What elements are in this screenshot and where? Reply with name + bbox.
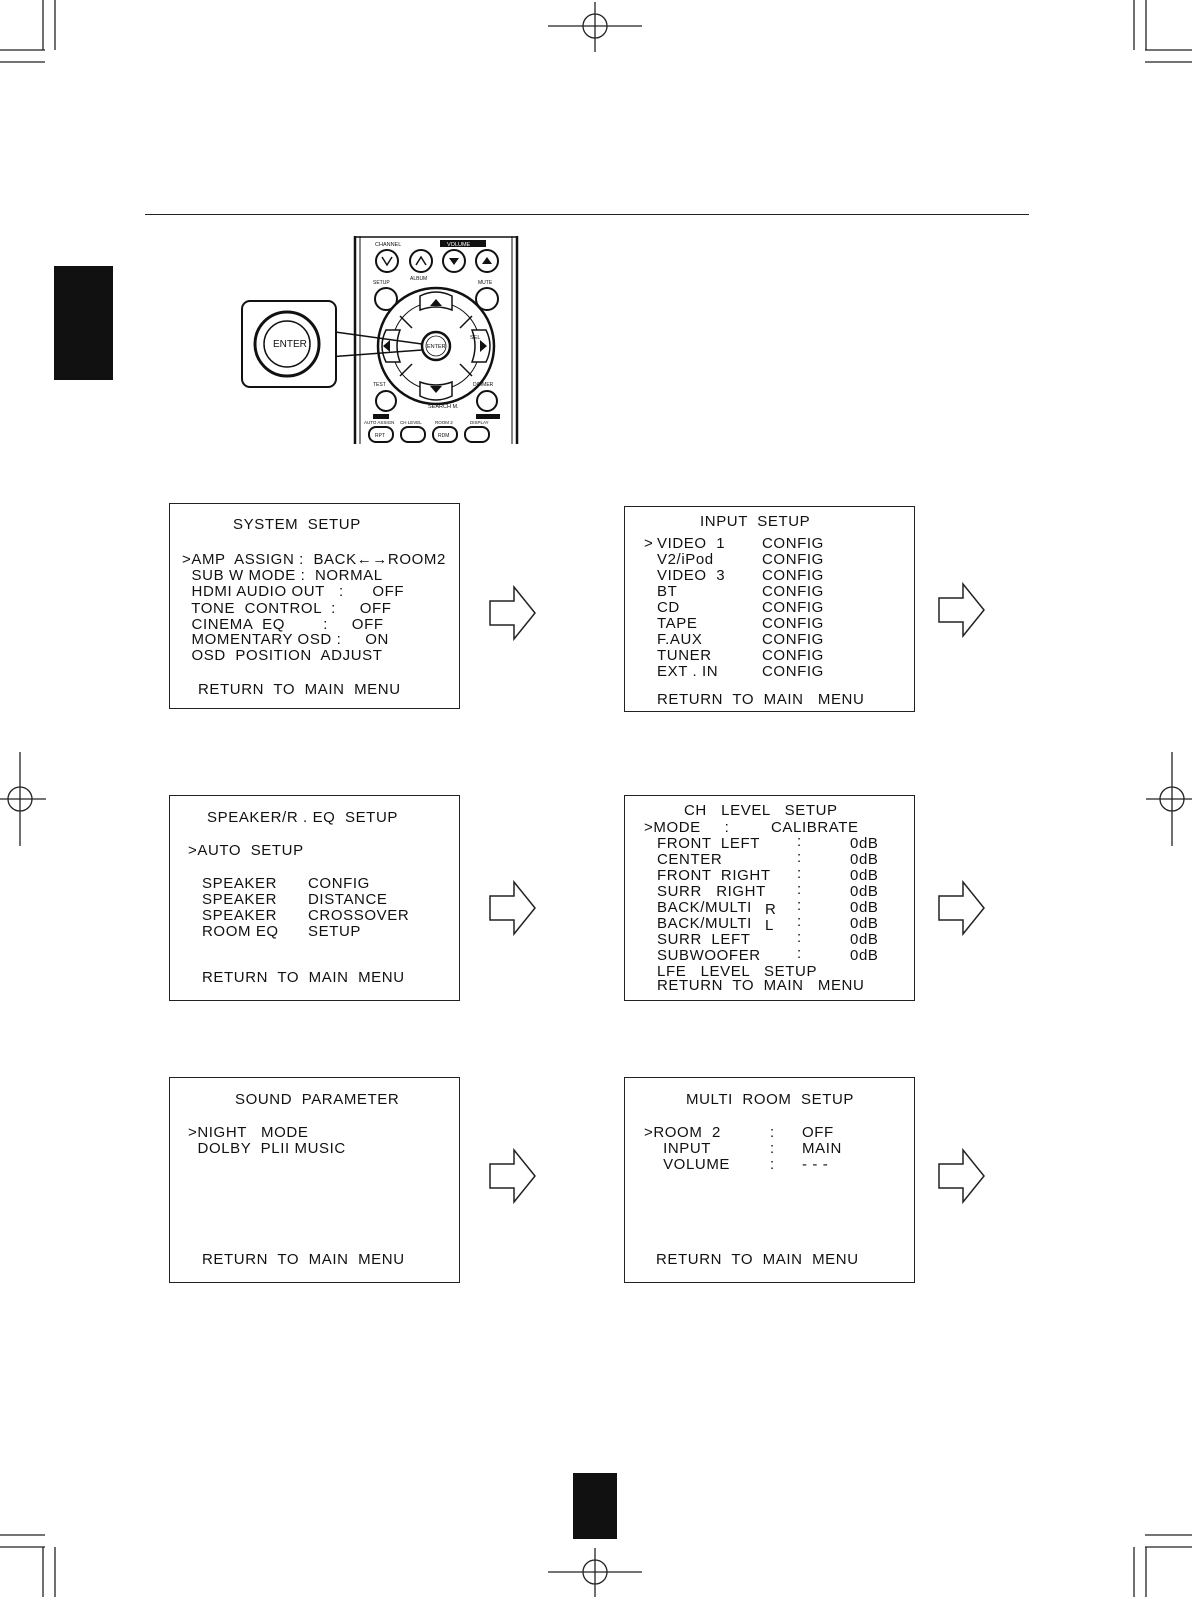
menu-item-amp-assign[interactable]: >AMP ASSIGN : BACK←→ROOM2	[182, 551, 446, 568]
volume-label: VOLUME	[447, 242, 471, 248]
channel-label[interactable]: CENTER	[657, 851, 723, 868]
mute-label: MUTE	[478, 280, 493, 286]
input-value: CONFIG	[762, 583, 824, 600]
display-button[interactable]	[465, 427, 489, 442]
rdm-label: RDM	[438, 433, 450, 439]
right-arrow-icon	[488, 585, 538, 641]
sel-label: SEL	[470, 335, 481, 341]
return-to-main-menu[interactable]: RETURN TO MAIN MENU	[657, 691, 865, 708]
menu-item-room2[interactable]: >ROOM 2	[644, 1124, 721, 1141]
channel-value: 0dB	[850, 947, 879, 964]
channel-label[interactable]: SURR LEFT	[657, 931, 751, 948]
input-item[interactable]: EXT . IN	[657, 663, 719, 680]
channel-value: 0dB	[850, 899, 879, 916]
album-label: ALBUM	[410, 276, 428, 282]
return-to-main-menu[interactable]: RETURN TO MAIN MENU	[202, 969, 405, 986]
dimmer-label: DIMMER	[473, 382, 494, 388]
channel-label[interactable]: SURR RIGHT	[657, 883, 766, 900]
input-item[interactable]: VIDEO 3	[657, 567, 726, 584]
screen-title: CH LEVEL SETUP	[684, 802, 838, 819]
menu-item-night-mode[interactable]: >NIGHT MODE	[188, 1124, 309, 1141]
right-arrow-icon	[937, 880, 987, 936]
channel-label[interactable]: FRONT RIGHT	[657, 867, 771, 884]
channel-colon: :	[797, 929, 802, 946]
screen-title: SYSTEM SETUP	[233, 516, 361, 533]
cursor: >	[644, 535, 654, 552]
channel-colon: :	[797, 865, 802, 882]
input-value: CONFIG	[762, 663, 824, 680]
input-item[interactable]: CD	[657, 599, 680, 616]
menu-item-osd-position[interactable]: OSD POSITION ADJUST	[182, 647, 383, 664]
input-item[interactable]: VIDEO 1	[657, 535, 726, 552]
menu-item-sub-w-mode[interactable]: SUB W MODE : NORMAL	[182, 567, 383, 584]
row-value: - - -	[802, 1156, 829, 1173]
input-value: CONFIG	[762, 551, 824, 568]
channel-colon: :	[797, 897, 802, 914]
menu-item-momentary-osd[interactable]: MOMENTARY OSD : ON	[182, 631, 389, 648]
row-colon: :	[770, 1156, 775, 1173]
menu-item-lfe-level[interactable]: LFE LEVEL SETUP	[657, 963, 818, 980]
menu-item-tone-control[interactable]: TONE CONTROL : OFF	[182, 600, 392, 617]
channel-colon: :	[797, 849, 802, 866]
right-arrow-icon	[488, 880, 538, 936]
channel-label[interactable]: BACK/MULTI	[657, 899, 752, 916]
input-item[interactable]: V2/iPod	[657, 551, 714, 568]
ch-level-button[interactable]	[401, 427, 425, 442]
row-colon: :	[770, 1124, 775, 1141]
input-item[interactable]: TUNER	[657, 647, 712, 664]
speaker-value: DISTANCE	[308, 891, 388, 908]
return-to-main-menu[interactable]: RETURN TO MAIN MENU	[198, 681, 401, 698]
right-arrow-icon	[937, 1148, 987, 1204]
svg-text:ENTER: ENTER	[427, 344, 446, 350]
input-value: CONFIG	[762, 535, 824, 552]
return-to-main-menu[interactable]: RETURN TO MAIN MENU	[657, 977, 865, 994]
channel-value: 0dB	[850, 851, 879, 868]
channel-value: 0dB	[850, 915, 879, 932]
menu-item-auto-setup[interactable]: >AUTO SETUP	[188, 842, 304, 859]
speaker-item[interactable]: ROOM EQ	[202, 923, 279, 940]
channel-down-button[interactable]	[376, 250, 398, 272]
room2-label: ROOM 2	[435, 420, 453, 425]
speaker-value: CONFIG	[308, 875, 370, 892]
screen-title: SPEAKER/R . EQ SETUP	[207, 809, 398, 826]
speaker-item[interactable]: SPEAKER	[202, 875, 278, 892]
return-to-main-menu[interactable]: RETURN TO MAIN MENU	[656, 1251, 859, 1268]
channel-value: 0dB	[850, 867, 879, 884]
test-label: TEST	[373, 382, 386, 388]
channel-value: 0dB	[850, 931, 879, 948]
menu-item-input[interactable]: INPUT	[644, 1140, 712, 1157]
screen-title: INPUT SETUP	[700, 513, 811, 530]
auto-assign-label: AUTO ASSIGN	[364, 420, 395, 425]
screen-title: SOUND PARAMETER	[235, 1091, 400, 1108]
row-colon: :	[770, 1140, 775, 1157]
channel-colon: :	[797, 913, 802, 930]
row-value: OFF	[802, 1124, 834, 1141]
sound-parameter-screen	[169, 1077, 460, 1283]
speaker-item[interactable]: SPEAKER	[202, 907, 278, 924]
channel-value: 0dB	[850, 883, 879, 900]
right-arrow-icon	[937, 582, 987, 638]
section-tab	[54, 266, 113, 380]
ch-level-setup-screen	[624, 795, 915, 1001]
channel-colon: :	[797, 833, 802, 850]
page-number-box	[573, 1473, 617, 1539]
input-value: CONFIG	[762, 615, 824, 632]
menu-item-cinema-eq[interactable]: CINEMA EQ : OFF	[182, 616, 384, 633]
speaker-value: CROSSOVER	[308, 907, 410, 924]
menu-item-mode[interactable]: >MODE :	[644, 819, 730, 836]
input-value: CONFIG	[762, 567, 824, 584]
input-value: CONFIG	[762, 647, 824, 664]
row-value: MAIN	[802, 1140, 842, 1157]
search-label: SEARCH M.	[428, 404, 459, 410]
mode-value: CALIBRATE	[771, 819, 859, 836]
channel-label: CHANNEL	[375, 242, 402, 248]
ch-level-label: CH LEVEL	[400, 420, 422, 425]
channel-side: R	[765, 901, 777, 918]
menu-item-dolby-plii-music[interactable]: DOLBY PLII MUSIC	[188, 1140, 346, 1157]
dimmer-button[interactable]	[477, 391, 497, 411]
input-item[interactable]: TAPE	[657, 615, 698, 632]
speaker-setup-screen	[169, 795, 460, 1001]
channel-up-button[interactable]	[410, 250, 432, 272]
channel-label[interactable]: SUBWOOFER	[657, 947, 761, 964]
input-item[interactable]: F.AUX	[657, 631, 703, 648]
channel-label[interactable]: BACK/MULTI	[657, 915, 752, 932]
remote-illustration	[240, 236, 530, 444]
return-to-main-menu[interactable]: RETURN TO MAIN MENU	[202, 1251, 405, 1268]
screen-title: MULTI ROOM SETUP	[686, 1091, 855, 1108]
channel-colon: :	[797, 945, 802, 962]
input-value: CONFIG	[762, 599, 824, 616]
channel-colon: :	[797, 881, 802, 898]
header-rule	[145, 214, 1029, 215]
system-setup-screen	[169, 503, 460, 709]
input-value: CONFIG	[762, 631, 824, 648]
menu-item-hdmi-audio-out[interactable]: HDMI AUDIO OUT : OFF	[182, 583, 405, 600]
multi-room-setup-screen	[624, 1077, 915, 1283]
test-button[interactable]	[376, 391, 396, 411]
speaker-value: SETUP	[308, 923, 362, 940]
display-label: DISPLAY	[470, 420, 489, 425]
input-setup-screen	[624, 506, 915, 712]
channel-label[interactable]: FRONT LEFT	[657, 835, 760, 852]
enter-callout-label: ENTER	[273, 339, 307, 350]
right-arrow-icon	[488, 1148, 538, 1204]
channel-value: 0dB	[850, 835, 879, 852]
input-item[interactable]: BT	[657, 583, 678, 600]
menu-item-volume[interactable]: VOLUME	[644, 1156, 731, 1173]
setup-label: SETUP	[373, 280, 390, 286]
rpt-label: RPT	[375, 433, 385, 439]
speaker-item[interactable]: SPEAKER	[202, 891, 278, 908]
channel-side: L	[765, 917, 774, 934]
